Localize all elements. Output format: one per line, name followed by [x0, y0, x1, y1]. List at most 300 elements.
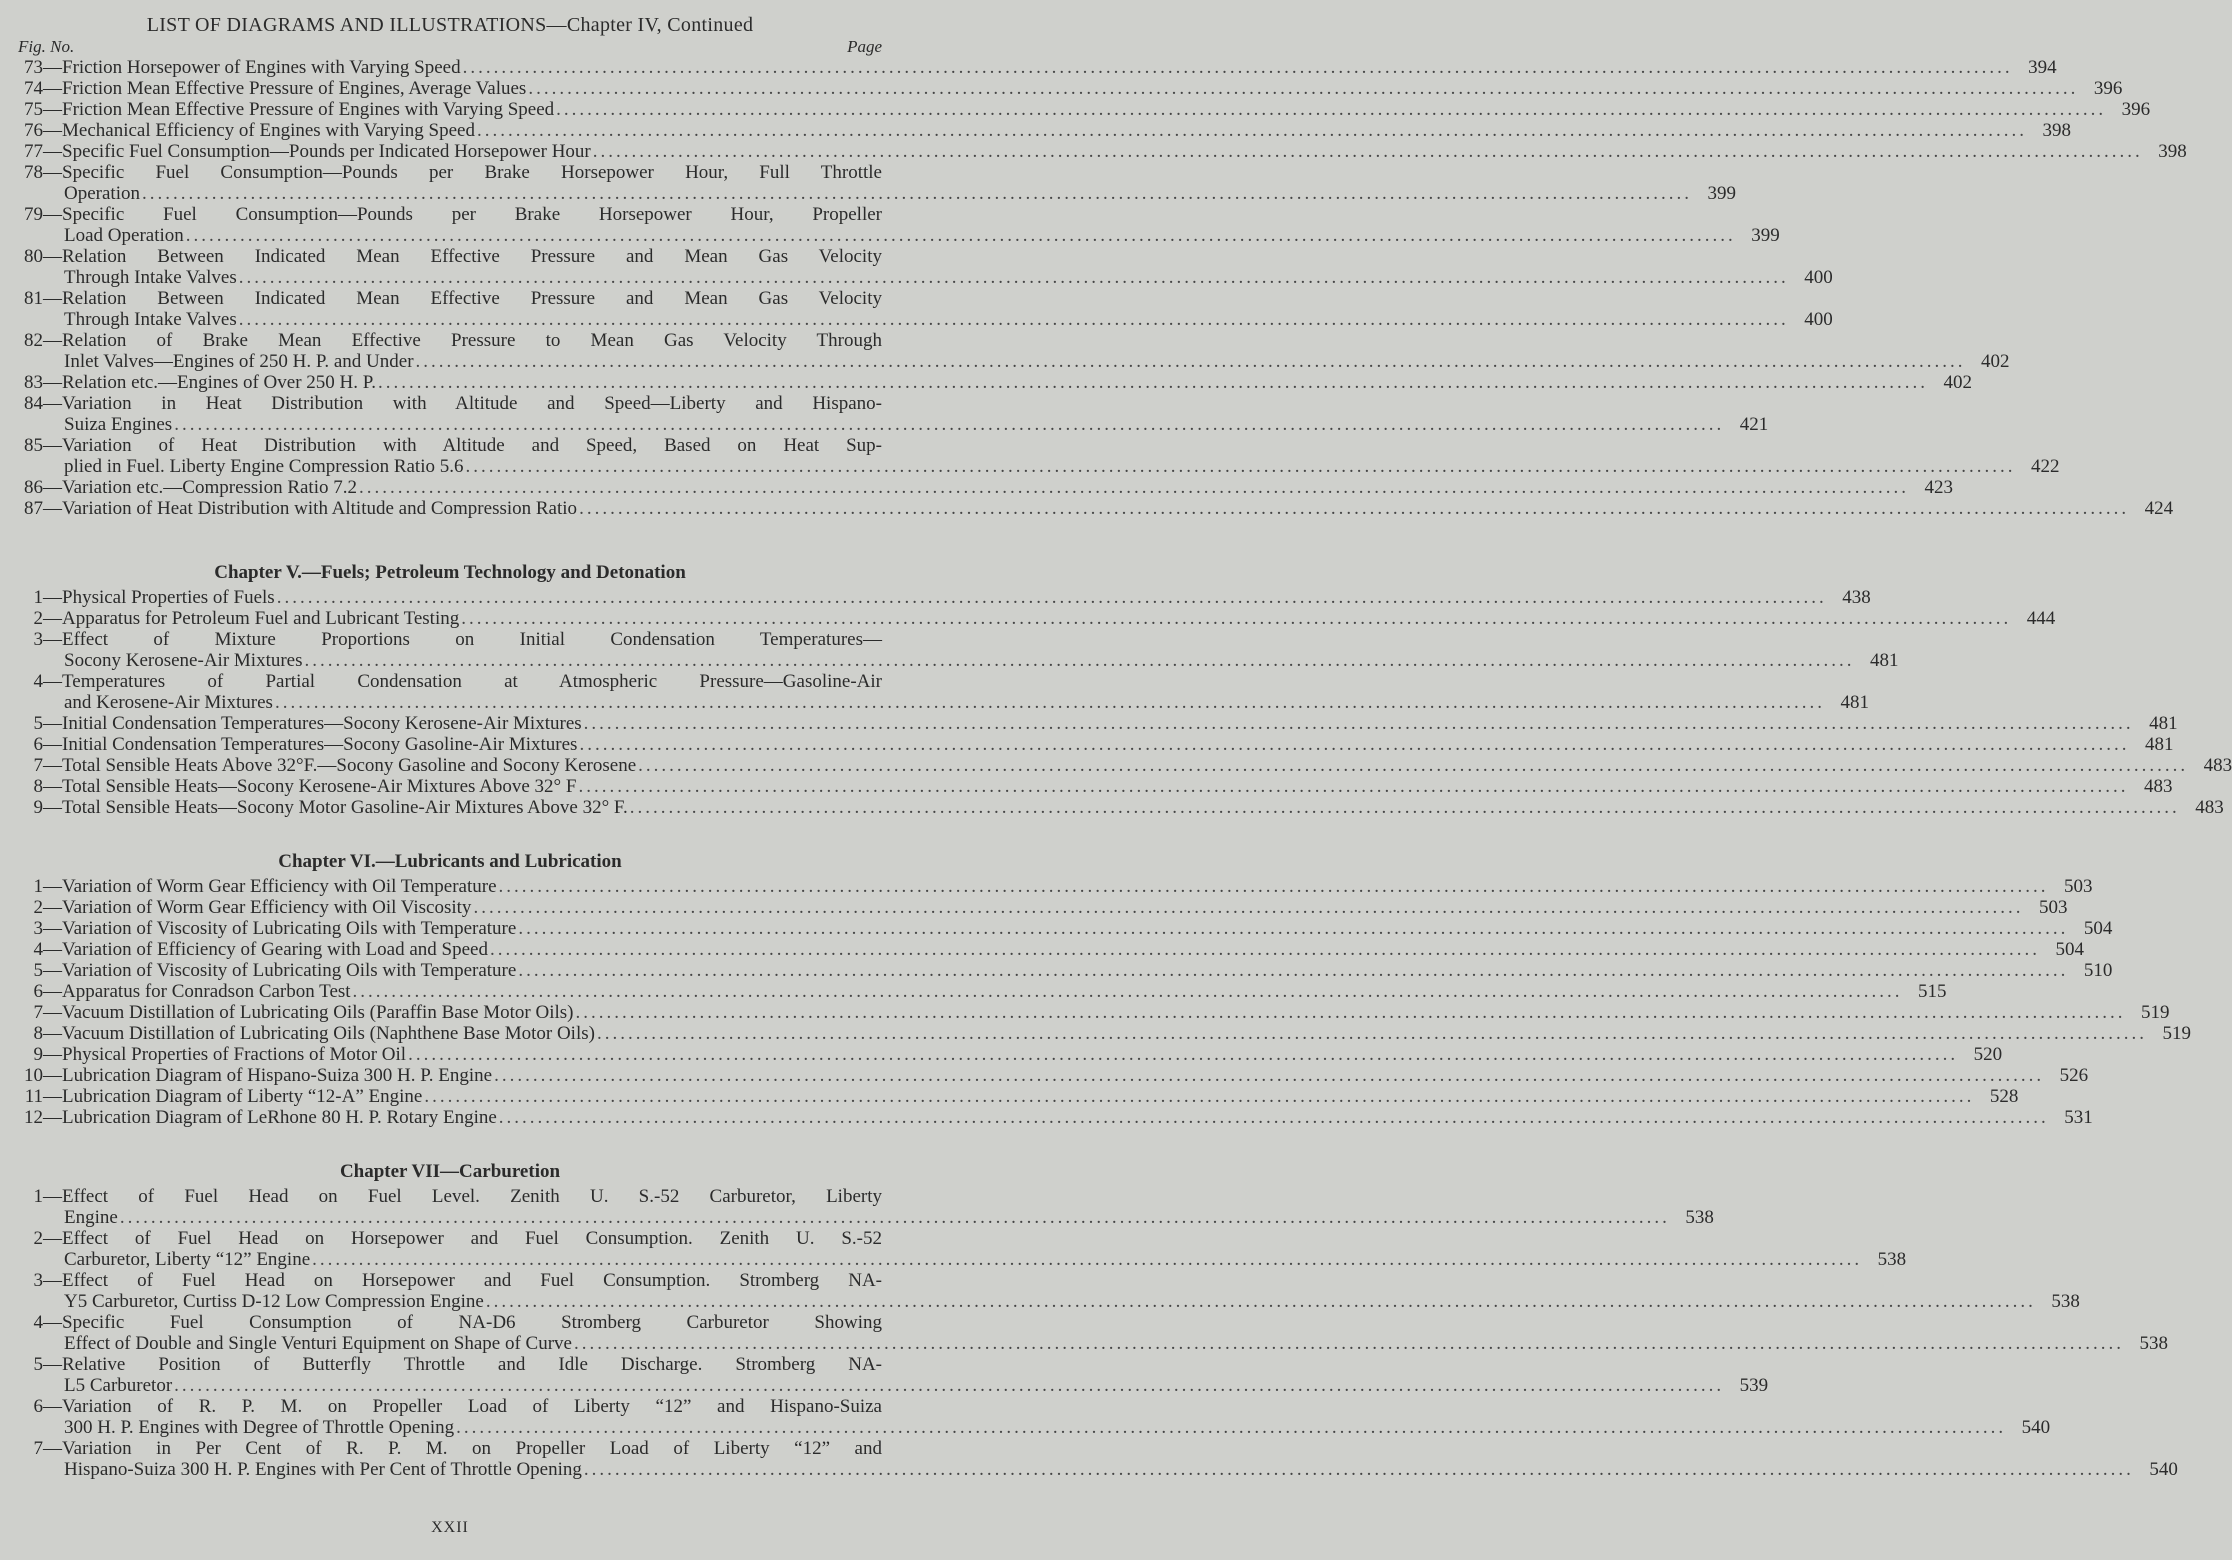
entry-leader-line [62, 960, 2113, 981]
page-ref: 481 [2144, 734, 2174, 755]
page-ref: 481 [1870, 650, 1899, 671]
entry-body [62, 608, 2056, 629]
entry-title-line: Total Sensible Heats—Socony Motor Gasoline-Air Mixtures Above 32° F. [62, 797, 628, 818]
entry-leader-line [62, 141, 2187, 162]
page-ref: 519 [2162, 1023, 2191, 1044]
page-ref: 422 [2030, 456, 2060, 477]
entry-body [62, 1270, 2080, 1312]
entry-leader-line [62, 267, 1833, 288]
entry-title-line: Inlet Valves—Engines of 250 H. P. and Under [64, 351, 414, 372]
dot-leader: ........................................................................................................................................................................................................ [556, 99, 2107, 120]
entry-list [18, 876, 2191, 1128]
figure-number: 1— [33, 587, 62, 608]
page-ref: 400 [1804, 267, 1833, 288]
toc-entry [18, 288, 1833, 330]
dot-leader: ........................................................................................................................................................................................................ [352, 981, 1903, 1002]
entry-body [62, 797, 2224, 818]
page-ref: 396 [2093, 78, 2123, 99]
entry-leader-line [62, 1107, 2093, 1128]
toc-section [18, 57, 2187, 519]
entry-title-line: Engine [64, 1207, 118, 1228]
toc-entry [18, 776, 2173, 797]
entry-title-line: Vacuum Distillation of Lubricating Oils (Naphthene Base Motor Oils) [62, 1023, 595, 1044]
figure-number: 87— [24, 498, 62, 519]
entry-title-line: Lubrication Diagram of Hispano-Suiza 300 H. P. Engine [62, 1065, 493, 1086]
entry-body [62, 1186, 1714, 1228]
page-ref: 402 [1981, 351, 2010, 372]
entry-body [62, 1065, 2089, 1086]
entry-leader-line [62, 1086, 2019, 1107]
dot-leader: ........................................................................................................................................................................................................ [498, 1107, 2049, 1128]
page-ref: 515 [1918, 981, 1947, 1002]
entry-title-line: Effect of Mixture Proportions on Initial Condensation Temperatures— [62, 629, 882, 650]
page-ref: 519 [2141, 1002, 2170, 1023]
section-heading: Chapter V.—Fuels; Petroleum Technology and Detonation [214, 562, 686, 583]
entry-leader-line [62, 608, 2056, 629]
entry-title-line: Variation of Viscosity of Lubricating Oils with Temperature [62, 960, 517, 981]
fig-no-label: Fig. No. [18, 37, 75, 56]
entry-title-line: Variation of Efficiency of Gearing with Load and Speed [62, 939, 488, 960]
entry-title-line: Lubrication Diagram of LeRhone 80 H. P. Rotary Engine [62, 1107, 497, 1128]
entry-body [62, 372, 1972, 393]
page-ref: 438 [1842, 587, 1871, 608]
entry-body [62, 435, 2060, 477]
page-ref: 444 [2026, 608, 2056, 629]
page-ref: 398 [2158, 141, 2187, 162]
toc-entry [18, 141, 2187, 162]
toc-entry [18, 162, 1736, 204]
entry-title-line: Friction Mean Effective Pressure of Engines with Varying Speed [62, 99, 555, 120]
entry-body [62, 629, 1899, 671]
figure-number: 82— [24, 330, 62, 351]
entry-title-line: Variation of Viscosity of Lubricating Oils with Temperature [62, 918, 517, 939]
entry-body [62, 204, 1780, 246]
entry-leader-line [62, 1207, 1714, 1228]
dot-leader: ........................................................................................................................................................................................................ [494, 1065, 2045, 1086]
entry-title-line: L5 Carburetor [64, 1375, 173, 1396]
dot-leader: ........................................................................................................................................................................................................ [276, 587, 1827, 608]
entry-title-line: Relation of Brake Mean Effective Pressure to Mean Gas Velocity Through [62, 330, 882, 351]
entry-body [62, 1044, 2003, 1065]
dot-leader: ........................................................................................................................................................................................................ [462, 57, 2013, 78]
entry-title-line: Variation of Heat Distribution with Altitude and Speed, Based on Heat Sup- [62, 435, 882, 456]
entry-leader-line [62, 309, 1833, 330]
entry-leader-line [62, 1044, 2003, 1065]
dot-leader: ........................................................................................................................................................................................................ [377, 372, 1928, 393]
entry-body [62, 960, 2113, 981]
entry-title-line: Specific Fuel Consumption—Pounds per Brake Horsepower Hour, Full Throttle [62, 162, 882, 183]
dot-leader: ........................................................................................................................................................................................................ [528, 78, 2079, 99]
figure-number: 86— [24, 477, 62, 498]
dot-leader: ........................................................................................................................................................................................................ [238, 309, 1789, 330]
entry-title-line: plied in Fuel. Liberty Engine Compression Ratio 5.6 [64, 456, 464, 477]
page-ref: 503 [2064, 876, 2093, 897]
toc-entry [18, 918, 2113, 939]
dot-leader: ........................................................................................................................................................................................................ [304, 650, 1855, 671]
entry-body [62, 713, 2178, 734]
entry-title-line: Effect of Fuel Head on Horsepower and Fuel Consumption. Zenith U. S.-52 [62, 1228, 882, 1249]
entry-leader-line [62, 1417, 2051, 1438]
page-ref: 394 [2028, 57, 2057, 78]
toc-entry [18, 1065, 2089, 1086]
page-label: Page [847, 37, 882, 56]
entry-leader-line [62, 57, 2057, 78]
dot-leader: ........................................................................................................................................................................................................ [629, 797, 2180, 818]
dot-leader: ........................................................................................................................................................................................................ [238, 267, 1789, 288]
entry-body [62, 477, 1953, 498]
section-heading: Chapter VII—Carburetion [339, 1161, 561, 1182]
dot-leader: ........................................................................................................................................................................................................ [579, 734, 2130, 755]
entry-body [62, 981, 1947, 1002]
entry-title-line: Effect of Fuel Head on Fuel Level. Zenith U. S.-52 Carburetor, Liberty [62, 1186, 882, 1207]
entry-body [62, 99, 2151, 120]
entry-title-line: Apparatus for Conradson Carbon Test [62, 981, 351, 1002]
entry-body [62, 1354, 1769, 1396]
toc-section [18, 1160, 2178, 1480]
entry-title-line: Relative Position of Butterfly Throttle and Idle Discharge. Stromberg NA- [62, 1354, 882, 1375]
toc-entry [18, 1023, 2191, 1044]
entry-leader-line [62, 1002, 2170, 1023]
entry-leader-line [62, 650, 1899, 671]
dot-leader: ........................................................................................................................................................................................................ [274, 692, 1825, 713]
page-ref: 526 [2059, 1065, 2089, 1086]
figure-number: 75— [24, 99, 62, 120]
toc-entry [18, 1186, 1714, 1228]
toc-entry [18, 897, 2068, 918]
entry-body [62, 776, 2173, 797]
entry-body [62, 162, 1736, 204]
page-ref: 483 [2195, 797, 2224, 818]
dot-leader: ........................................................................................................................................................................................................ [518, 918, 2069, 939]
dot-leader: ........................................................................................................................................................................................................ [578, 776, 2129, 797]
dot-leader: ........................................................................................................................................................................................................ [141, 183, 1692, 204]
dot-leader: ........................................................................................................................................................................................................ [485, 1291, 2036, 1312]
page-ref: 423 [1924, 477, 1953, 498]
entry-leader-line [62, 1333, 2168, 1354]
dot-leader: ........................................................................................................................................................................................................ [592, 141, 2143, 162]
figure-number: 1— [33, 876, 62, 897]
figure-number: 7— [33, 1002, 62, 1023]
figure-number: 10— [24, 1065, 62, 1086]
figure-number: 6— [33, 734, 62, 755]
page-ref: 538 [1685, 1207, 1714, 1228]
figure-number: 4— [33, 939, 62, 960]
page-ref: 538 [1877, 1249, 1907, 1270]
entry-body [62, 246, 1833, 288]
entry-leader-line [62, 414, 1769, 435]
toc-entry [18, 629, 1899, 671]
figure-number: 4— [33, 671, 62, 692]
entry-leader-line [62, 734, 2174, 755]
figure-number: 11— [24, 1086, 62, 1107]
page-ref: 520 [1973, 1044, 2003, 1065]
dot-leader: ........................................................................................................................................................................................................ [575, 1002, 2126, 1023]
entry-title-line: and Kerosene-Air Mixtures [64, 692, 273, 713]
toc-entry [18, 1002, 2170, 1023]
entry-list [18, 587, 2232, 818]
page-title: LIST OF DIAGRAMS AND ILLUSTRATIONS—Chapter IV, Continued [146, 14, 754, 36]
figure-number: 7— [33, 755, 62, 776]
entry-leader-line [62, 981, 1947, 1002]
entry-leader-line [62, 713, 2178, 734]
entry-title-line: Physical Properties of Fuels [62, 587, 275, 608]
figure-number: 7— [33, 1438, 62, 1459]
dot-leader: ........................................................................................................................................................................................................ [415, 351, 1966, 372]
dot-leader: ........................................................................................................................................................................................................ [489, 939, 2040, 960]
entry-title-line: Variation of Worm Gear Efficiency with Oil Viscosity [62, 897, 472, 918]
entry-title-line: Variation in Per Cent of R. P. M. on Propeller Load of Liberty “12” and [62, 1438, 882, 1459]
page-ref: 540 [2149, 1459, 2178, 1480]
entry-title-line: Friction Mean Effective Pressure of Engines, Average Values [62, 78, 527, 99]
entry-leader-line [62, 1023, 2191, 1044]
toc-entry [18, 435, 2060, 477]
page-number: XXII [431, 1519, 469, 1536]
dot-leader: ........................................................................................................................................................................................................ [465, 456, 2016, 477]
entry-leader-line [62, 1065, 2089, 1086]
toc-entry [18, 372, 1972, 393]
toc-entry [18, 939, 2084, 960]
entry-leader-line [62, 99, 2151, 120]
toc-entry [18, 477, 1953, 498]
entry-title-line: Relation Between Indicated Mean Effective Pressure and Mean Gas Velocity [62, 288, 882, 309]
figure-number: 73— [24, 57, 62, 78]
toc-entry [18, 330, 2010, 372]
page-ref: 539 [1739, 1375, 1769, 1396]
entry-body [62, 918, 2113, 939]
toc-entry [18, 204, 1780, 246]
toc-section [18, 850, 2191, 1128]
entry-body [62, 734, 2174, 755]
toc-entry [18, 1270, 2080, 1312]
figure-number: 76— [24, 120, 62, 141]
entry-title-line: Carburetor, Liberty “12” Engine [64, 1249, 311, 1270]
entry-body [62, 1312, 2168, 1354]
figure-number: 5— [33, 713, 62, 734]
toc-entry [18, 797, 2224, 818]
figure-number: 84— [24, 393, 62, 414]
page-ref: 424 [2144, 498, 2174, 519]
page-ref: 400 [1804, 309, 1833, 330]
toc-sections [18, 57, 2232, 1480]
page-ref: 399 [1751, 225, 1780, 246]
toc-entry [18, 1354, 1769, 1396]
dot-leader: ........................................................................................................................................................................................................ [312, 1249, 1863, 1270]
page-ref: 402 [1943, 372, 1972, 393]
toc-entry [18, 1107, 2093, 1128]
toc-entry [18, 608, 2056, 629]
entry-body [62, 288, 1833, 330]
entry-body [62, 1396, 2051, 1438]
entry-body [62, 1438, 2178, 1480]
dot-leader: ........................................................................................................................................................................................................ [424, 1086, 1975, 1107]
entry-leader-line [62, 1375, 1769, 1396]
entry-title-line: Load Operation [64, 225, 184, 246]
entry-title-line: Variation of Worm Gear Efficiency with Oil Temperature [62, 876, 497, 897]
entry-leader-line [62, 456, 2060, 477]
entry-leader-line [62, 372, 1972, 393]
toc-entry [18, 99, 2151, 120]
page-ref: 483 [2143, 776, 2173, 797]
entry-leader-line [62, 692, 1869, 713]
entry-leader-line [62, 477, 1953, 498]
toc-entry [18, 1396, 2051, 1438]
toc-entry [18, 246, 1833, 288]
page-ref: 503 [2038, 897, 2068, 918]
toc-entry [18, 1438, 2178, 1480]
entry-body [62, 939, 2084, 960]
entry-leader-line [62, 1249, 1907, 1270]
entry-body [62, 141, 2187, 162]
page-ref: 481 [1840, 692, 1869, 713]
entry-title-line: Variation of Heat Distribution with Altitude and Compression Ratio [62, 498, 578, 519]
entry-body [62, 587, 1871, 608]
entry-title-line: Effect of Double and Single Venturi Equipment on Shape of Curve [64, 1333, 572, 1354]
entry-title-line: Lubrication Diagram of Liberty “12-A” Engine [62, 1086, 423, 1107]
page-ref: 483 [2203, 755, 2232, 776]
toc-entry [18, 981, 1947, 1002]
figure-number: 81— [24, 288, 62, 309]
entry-title-line: Physical Properties of Fractions of Motor Oil [62, 1044, 407, 1065]
dot-leader: ........................................................................................................................................................................................................ [456, 1417, 2007, 1438]
entry-leader-line [62, 939, 2084, 960]
dot-leader: ........................................................................................................................................................................................................ [174, 414, 1725, 435]
page-ref: 531 [2064, 1107, 2093, 1128]
entry-leader-line [62, 1291, 2080, 1312]
entry-title-line: Suiza Engines [64, 414, 173, 435]
dot-leader: ........................................................................................................................................................................................................ [358, 477, 1909, 498]
dot-leader: ........................................................................................................................................................................................................ [174, 1375, 1725, 1396]
entry-title-line: Operation [64, 183, 140, 204]
dot-leader: ........................................................................................................................................................................................................ [596, 1023, 2147, 1044]
dot-leader: ........................................................................................................................................................................................................ [476, 120, 2027, 141]
dot-leader: ........................................................................................................................................................................................................ [583, 1459, 2134, 1480]
entry-title-line: Temperatures of Partial Condensation at Atmospheric Pressure—Gasoline-Air [62, 671, 882, 692]
toc-entry [18, 755, 2232, 776]
entry-title-line: Y5 Carburetor, Curtiss D-12 Low Compression Engine [64, 1291, 484, 1312]
dot-leader: ........................................................................................................................................................................................................ [583, 713, 2134, 734]
figure-number: 9— [33, 797, 62, 818]
dot-leader: ........................................................................................................................................................................................................ [573, 1333, 2124, 1354]
entry-body [62, 671, 1869, 713]
section-heading: Chapter VI.—Lubricants and Lubrication [278, 851, 622, 872]
page-ref: 538 [2139, 1333, 2168, 1354]
entry-body [62, 1107, 2093, 1128]
toc-entry [18, 713, 2178, 734]
figure-number: 8— [33, 776, 62, 797]
toc-entry [18, 120, 2071, 141]
entry-body [62, 1023, 2191, 1044]
page-ref: 504 [2083, 918, 2113, 939]
entry-leader-line [62, 918, 2113, 939]
dot-leader: ........................................................................................................................................................................................................ [473, 897, 2024, 918]
entry-leader-line [62, 120, 2071, 141]
dot-leader: ........................................................................................................................................................................................................ [518, 960, 2069, 981]
entry-title-line: Apparatus for Petroleum Fuel and Lubricant Testing [62, 608, 460, 629]
figure-number: 8— [33, 1023, 62, 1044]
figure-number: 2— [33, 608, 62, 629]
dot-leader: ........................................................................................................................................................................................................ [408, 1044, 1959, 1065]
figure-number: 1— [33, 1186, 62, 1207]
entry-title-line: Friction Horsepower of Engines with Varying Speed [62, 57, 461, 78]
figure-number: 5— [33, 960, 62, 981]
toc-entry [18, 1228, 1907, 1270]
entry-title-line: Specific Fuel Consumption—Pounds per Brake Horsepower Hour, Propeller [62, 204, 882, 225]
page-ref: 528 [1989, 1086, 2019, 1107]
toc-entry [18, 1086, 2019, 1107]
dot-leader: ........................................................................................................................................................................................................ [119, 1207, 1670, 1228]
entry-body [62, 1002, 2170, 1023]
entry-title-line: Relation Between Indicated Mean Effective Pressure and Mean Gas Velocity [62, 246, 882, 267]
entry-title-line: Specific Fuel Consumption—Pounds per Indicated Horsepower Hour [62, 141, 591, 162]
toc-entry [18, 960, 2113, 981]
dot-leader: ........................................................................................................................................................................................................ [498, 876, 2049, 897]
toc-entry [18, 1312, 2168, 1354]
entry-title-line: Total Sensible Heats Above 32°F.—Socony Gasoline and Socony Kerosene [62, 755, 637, 776]
figure-number: 6— [33, 981, 62, 1002]
figure-number: 80— [24, 246, 62, 267]
toc-entry [18, 876, 2093, 897]
entry-title-line: Vacuum Distillation of Lubricating Oils (Paraffin Base Motor Oils) [62, 1002, 574, 1023]
entry-body [62, 876, 2093, 897]
dot-leader: ........................................................................................................................................................................................................ [638, 755, 2189, 776]
entry-list [18, 57, 2187, 519]
toc-entry [18, 1044, 2003, 1065]
page-ref: 504 [2055, 939, 2084, 960]
figure-number: 4— [33, 1312, 62, 1333]
entry-leader-line [62, 587, 1871, 608]
entry-leader-line [62, 351, 2010, 372]
page-ref: 399 [1707, 183, 1736, 204]
entry-title-line: Initial Condensation Temperatures—Socony Gasoline-Air Mixtures [62, 734, 578, 755]
figure-number: 6— [33, 1396, 62, 1417]
entry-title-line: Mechanical Efficiency of Engines with Varying Speed [62, 120, 475, 141]
entry-leader-line [62, 498, 2174, 519]
entry-leader-line [62, 225, 1780, 246]
entry-leader-line [62, 797, 2224, 818]
figure-number: 9— [33, 1044, 62, 1065]
entry-body [62, 330, 2010, 372]
entry-title-line: Through Intake Valves [64, 267, 237, 288]
toc-entry [18, 671, 1869, 713]
toc-entry [18, 734, 2174, 755]
entry-body [62, 57, 2057, 78]
figure-number: 5— [33, 1354, 62, 1375]
figure-number: 79— [24, 204, 62, 225]
entry-title-line: Socony Kerosene-Air Mixtures [64, 650, 303, 671]
toc-entry [18, 57, 2057, 78]
toc-entry [18, 393, 1769, 435]
figure-number: 74— [24, 78, 62, 99]
page-ref: 538 [2051, 1291, 2080, 1312]
figure-number: 78— [24, 162, 62, 183]
toc-entry [18, 498, 2174, 519]
entry-leader-line [62, 876, 2093, 897]
entry-leader-line [62, 755, 2232, 776]
entry-title-line: Total Sensible Heats—Socony Kerosene-Air Mixtures Above 32° F [62, 776, 577, 797]
page-ref: 398 [2042, 120, 2071, 141]
entry-title-line: Variation in Heat Distribution with Altitude and Speed—Liberty and Hispano- [62, 393, 882, 414]
entry-body [62, 393, 1769, 435]
figure-number: 83— [24, 372, 62, 393]
page-ref: 396 [2121, 99, 2151, 120]
entry-leader-line [62, 78, 2123, 99]
entry-body [62, 78, 2123, 99]
entry-leader-line [62, 776, 2173, 797]
entry-title-line: Effect of Fuel Head on Horsepower and Fuel Consumption. Stromberg NA- [62, 1270, 882, 1291]
page-ref: 540 [2021, 1417, 2051, 1438]
toc-entry [18, 587, 1871, 608]
entry-title-line: Initial Condensation Temperatures—Socony Kerosene-Air Mixtures [62, 713, 582, 734]
